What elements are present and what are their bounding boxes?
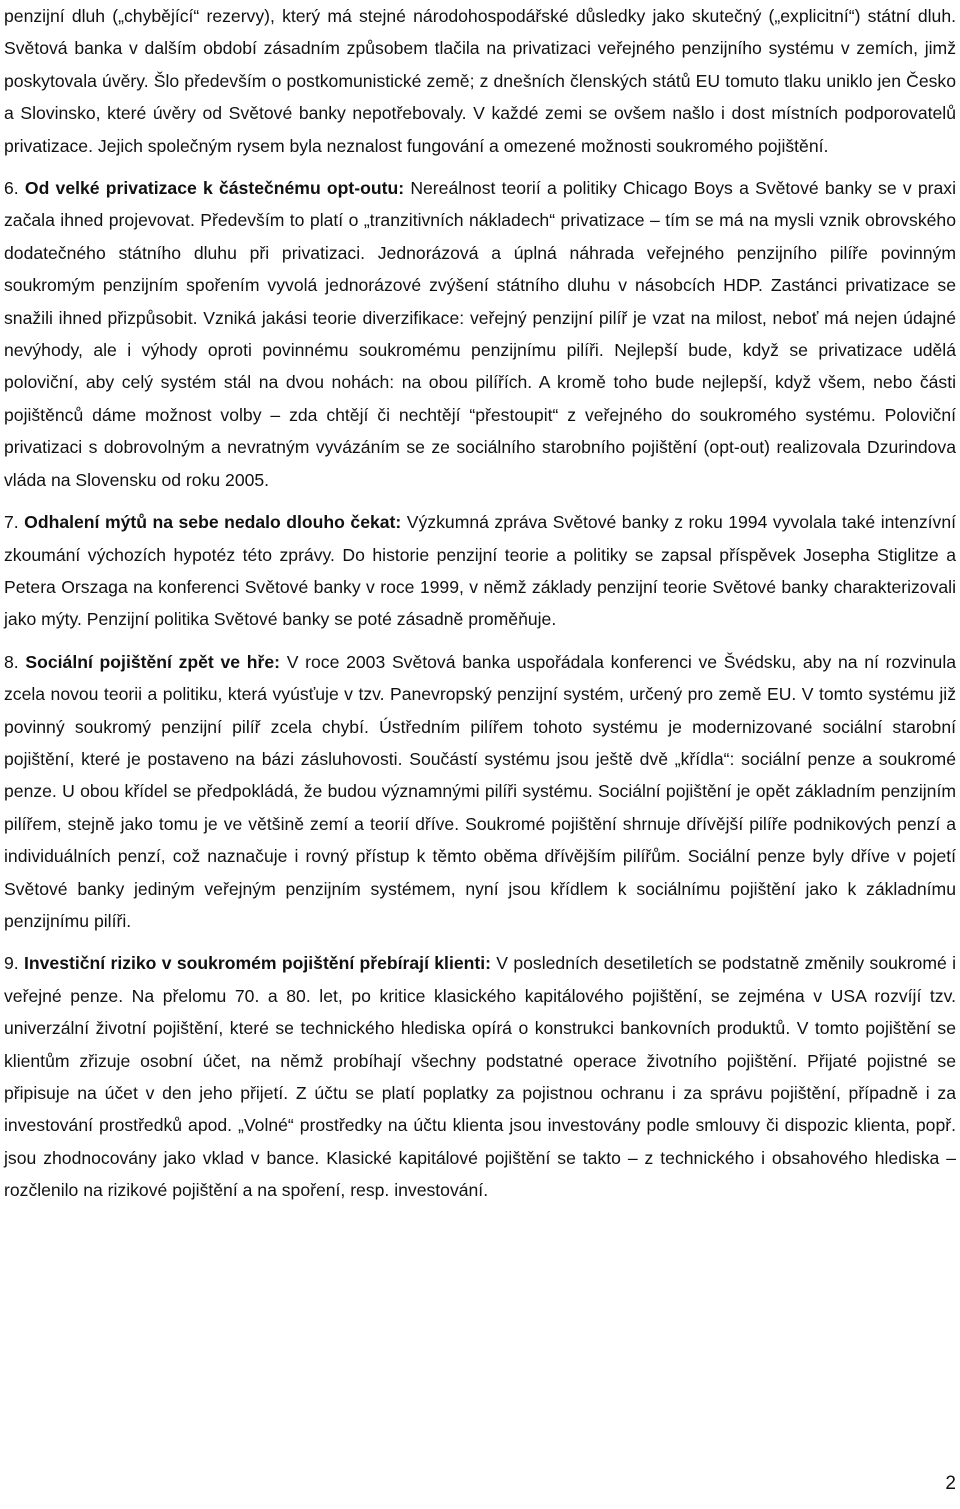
- paragraph-heading: Odhalení mýtů na sebe nedalo dlouho čekat:: [24, 512, 402, 533]
- paragraph-body: Nereálnost teorií a politiky Chicago Boys a Světové banky se v praxi začala ihned projevovat. Především to platí o „tranzitivních nákladech“ privatizace – tím se má na mysli vznik obrovského dodatečného státního dluhu při privatizaci. Jednorázová a úplná náhrada veřejného penzijního pilíře povinným soukromým penzijním spořením vyvolá jednorázové zvýšení státního dluhu v násobcích HDP. Zastánci privatizace se snažili ihned přizpůsobit. Vzniká jakási teorie diverzifikace: veřejný penzijní pilíř je vzat na milost, neboť má nejen údajné nevýhody, ale i výhody oproti povinnému soukromému penzijnímu pilíři. Nejlepší bude, když se privatizace udělá poloviční, aby celý systém stál na dvou nohách: na obou pilířích. A kromě toho bude nejlepší, když všem, nebo části pojištěnců dáme možnost volby – zda chtějí či nechtějí “přestoupit“ z veřejného do soukromého systému. Poloviční privatizaci s dobrovolným a nevratným vyvázáním se ze sociálního starobního pojištění (opt-out) realizovala Dzurindova vláda na Slovensku od roku 2005.: [4, 178, 957, 490]
- paragraph-body: V roce 2003 Světová banka uspořádala konferenci ve Švédsku, aby na ní rozvinula zcela novou teorii a politiku, která vyúsťuje v tzv. Panevropský penzijní systém, určený pro země EU. V tomto systému již povinný soukromý penzijní pilíř zcela chybí. Ústředním pilířem tohoto systému je modernizované sociální starobní pojištění, které je postaveno na bázi zásluhovosti. Součástí systému jsou ještě dvě „křídla“: sociální penze a soukromé penze. U obou křídel se předpokládá, že budou významnými pilíři systému. Sociální pojištění je opět základním penzijním pilířem, stejně jako tomu je ve většině zemí a teorií dříve. Soukromé pojištění shrnuje dřívější pilíře podnikových penzí a individuálních penzí, což naznačuje i rovný přístup k těmto oběma dřívějším pilířům. Sociální penze byly dříve v pojetí Světové banky jediným veřejným penzijním systémem, nyní jsou křídlem k sociálnímu pojištění jako k základnímu penzijnímu pilíři.: [4, 651, 957, 931]
- paragraph-body: penzijní dluh („chybějící“ rezervy), který má stejné národohospodářské důsledky jako skutečný („explicitní“) státní dluh. Světová banka v dalším období zásadním způsobem tlačila na privatizaci veřejného penzijního systému v zemích, jimž poskytovala úvěry. Šlo především o postkomunistické země; z dnešních členských států EU tomuto tlaku uniklo jen Česko a Slovinsko, které úvěry od Světové banky nepotřebovaly. V každé zemi se ovšem našlo i dost místních podporovatelů privatizace. Jejich společným rysem byla neznalost fungování a omezené možnosti soukromého pojištění.: [4, 6, 956, 156]
- paragraph-8: [4, 646, 956, 938]
- document-page: [4, 0, 956, 1207]
- paragraph-7: [4, 506, 956, 636]
- paragraph-6: [4, 172, 956, 496]
- paragraph-9: [4, 947, 956, 1206]
- paragraph-heading: Sociální pojištění zpět ve hře:: [25, 651, 281, 672]
- paragraph-heading: Od velké privatizace k částečnému opt-outu:: [24, 178, 405, 199]
- paragraph-number: 6.: [4, 178, 25, 199]
- paragraph-body: V posledních desetiletích se podstatně změnily soukromé i veřejné penze. Na přelomu 70. a 80. let, po kritice klasického kapitálového pojištění, se zejména v USA rozvíjí tzv. univerzální životní pojištění, které se technického hlediska opírá o konstrukci bankovních produktů. V tomto pojištění se klientům zřizuje osobní účet, na němž probíhají všechny podstatné operace životního pojištění. Přijaté pojistné se připisuje na účet v den jeho přijetí. Z účtu se platí poplatky za pojistnou ochranu i za správu pojištění, případně i za investování prostředků apod. „Volné“ prostředky na účtu klienta jsou investovány podle smlouvy či dispozic klienta, popř. jsou zhodnocovány jako vklad v bance. Klasické kapitálové pojištění se takto – z technického i obsahového hlediska – rozčlenilo na rizikové pojištění a na spoření, resp. investování.: [4, 953, 957, 1201]
- paragraph-number: 8.: [4, 651, 26, 672]
- page-number: 2: [945, 1473, 956, 1494]
- paragraph-number: 9.: [4, 953, 24, 974]
- paragraph-heading: Investiční riziko v soukromém pojištění přebírají klienti:: [24, 953, 491, 974]
- paragraph-body: Výzkumná zpráva Světové banky z roku 1994 vyvolala také intenzívní zkoumání výchozích hypotéz této zprávy. Do historie penzijní teorie a politiky se zapsal příspěvek Josepha Stiglitze a Petera Orszaga na konferenci Světové banky v roce 1999, v němž základy penzijní teorie Světové banky charakterizovali jako mýty. Penzijní politika Světové banky se poté zásadně proměňuje.: [4, 512, 956, 630]
- paragraph-intro: [4, 0, 956, 162]
- paragraph-number: 7.: [4, 512, 25, 533]
